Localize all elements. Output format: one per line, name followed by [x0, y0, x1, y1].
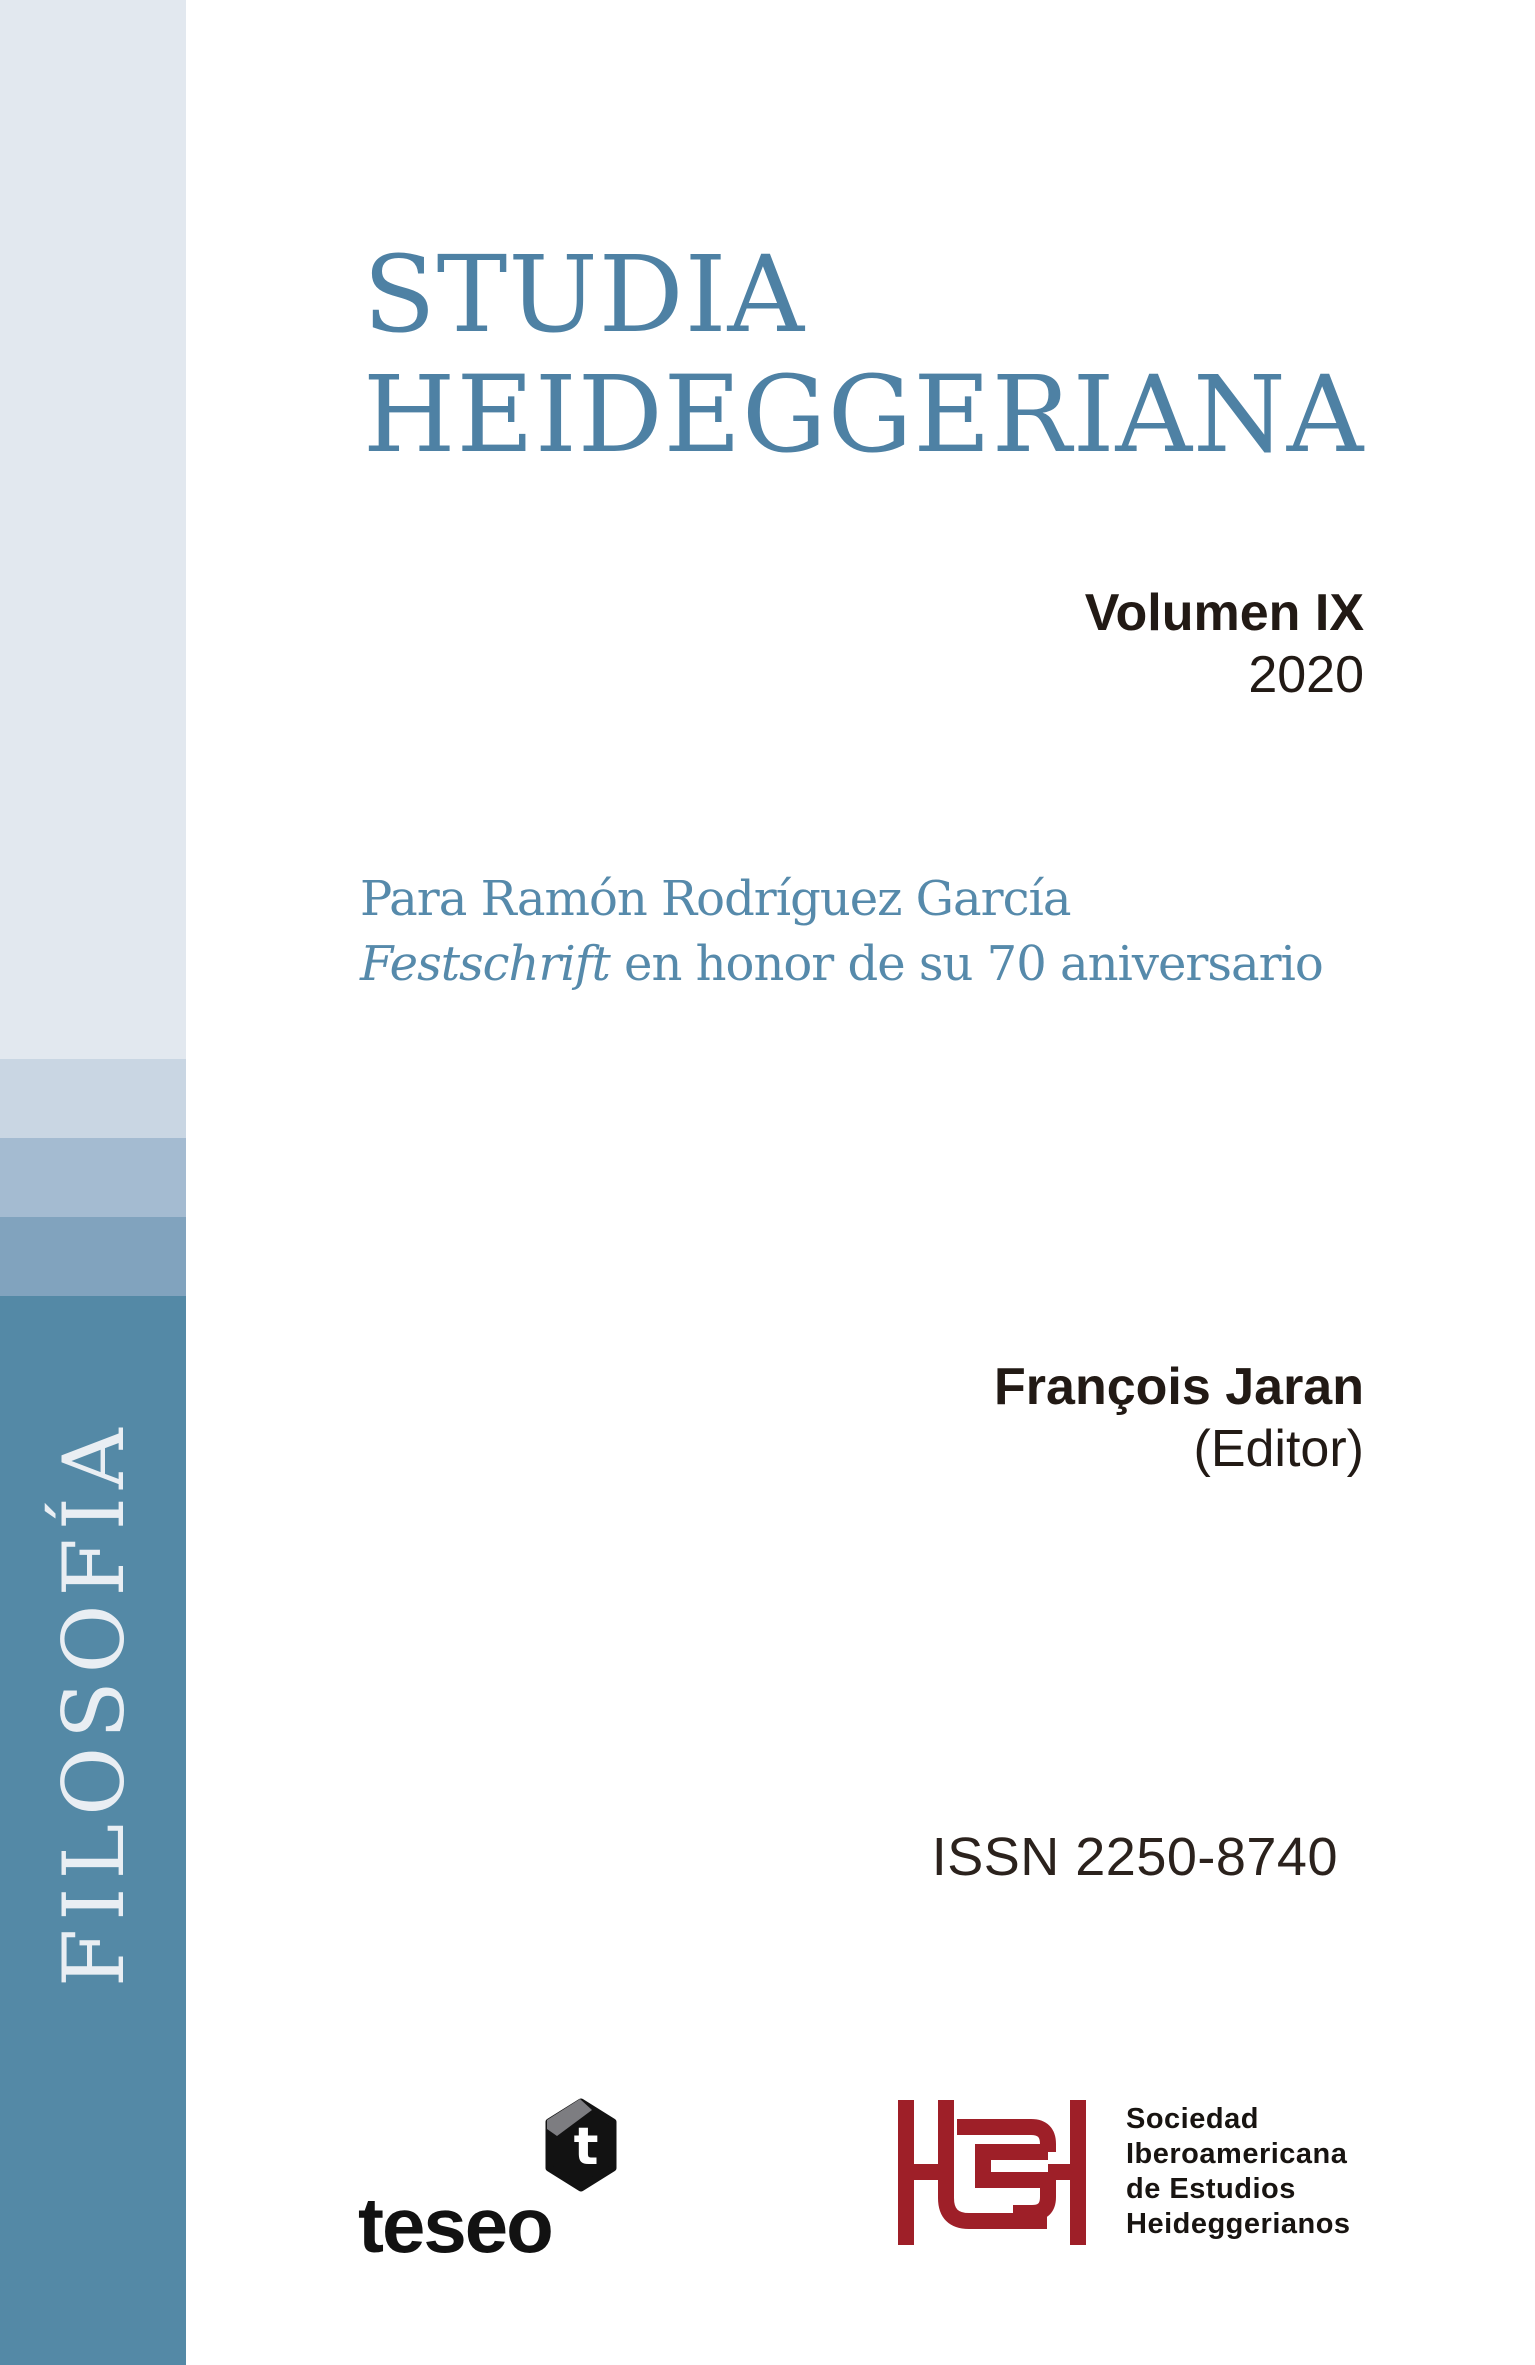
spine-band-3 [0, 1138, 186, 1217]
teseo-wordmark: teseo [358, 2181, 552, 2269]
issn-label: ISSN 2250-8740 [931, 1827, 1338, 1887]
spine-band-4 [0, 1217, 186, 1296]
teseo-hexagon-icon [545, 2098, 617, 2192]
editor-name: François Jaran [994, 1358, 1364, 1416]
society-line-1: Sociedad [1126, 2103, 1259, 2135]
dedication-line2 [360, 932, 1323, 997]
book-title-line1: STUDIA [363, 233, 806, 356]
dedication-line2-rest: en honor de su 70 aniversario [609, 936, 1323, 992]
society-line-4: Heideggerianos [1126, 2208, 1351, 2240]
editor-role: (Editor) [1193, 1420, 1364, 1478]
spine-band-1 [0, 0, 186, 1059]
society-name-block [1126, 2102, 1351, 2242]
dedication-festschrift: Festschrift [360, 936, 610, 992]
monogram-hook [946, 2100, 1047, 2221]
cover-spine [0, 0, 186, 2365]
dedication [360, 867, 1323, 997]
volume-label: Volumen IX [1084, 584, 1364, 642]
book-title [363, 235, 1364, 475]
volume-block [1085, 582, 1364, 706]
sieh-monogram-icon [897, 2100, 1087, 2245]
society-line-2: Iberoamericana [1126, 2138, 1348, 2170]
series-label: FILOSOFÍA [45, 1420, 143, 1987]
hexagon-letter: t [573, 2117, 599, 2177]
spine-band-2 [0, 1059, 186, 1138]
book-title-line2: HEIDEGGERIANA [363, 353, 1365, 476]
editor-block [994, 1356, 1364, 1480]
dedication-line1: Para Ramón Rodríguez García [360, 871, 1071, 927]
year-label: 2020 [1248, 646, 1364, 704]
society-line-3: de Estudios [1126, 2173, 1296, 2205]
monogram-zigzag [983, 2152, 1048, 2213]
